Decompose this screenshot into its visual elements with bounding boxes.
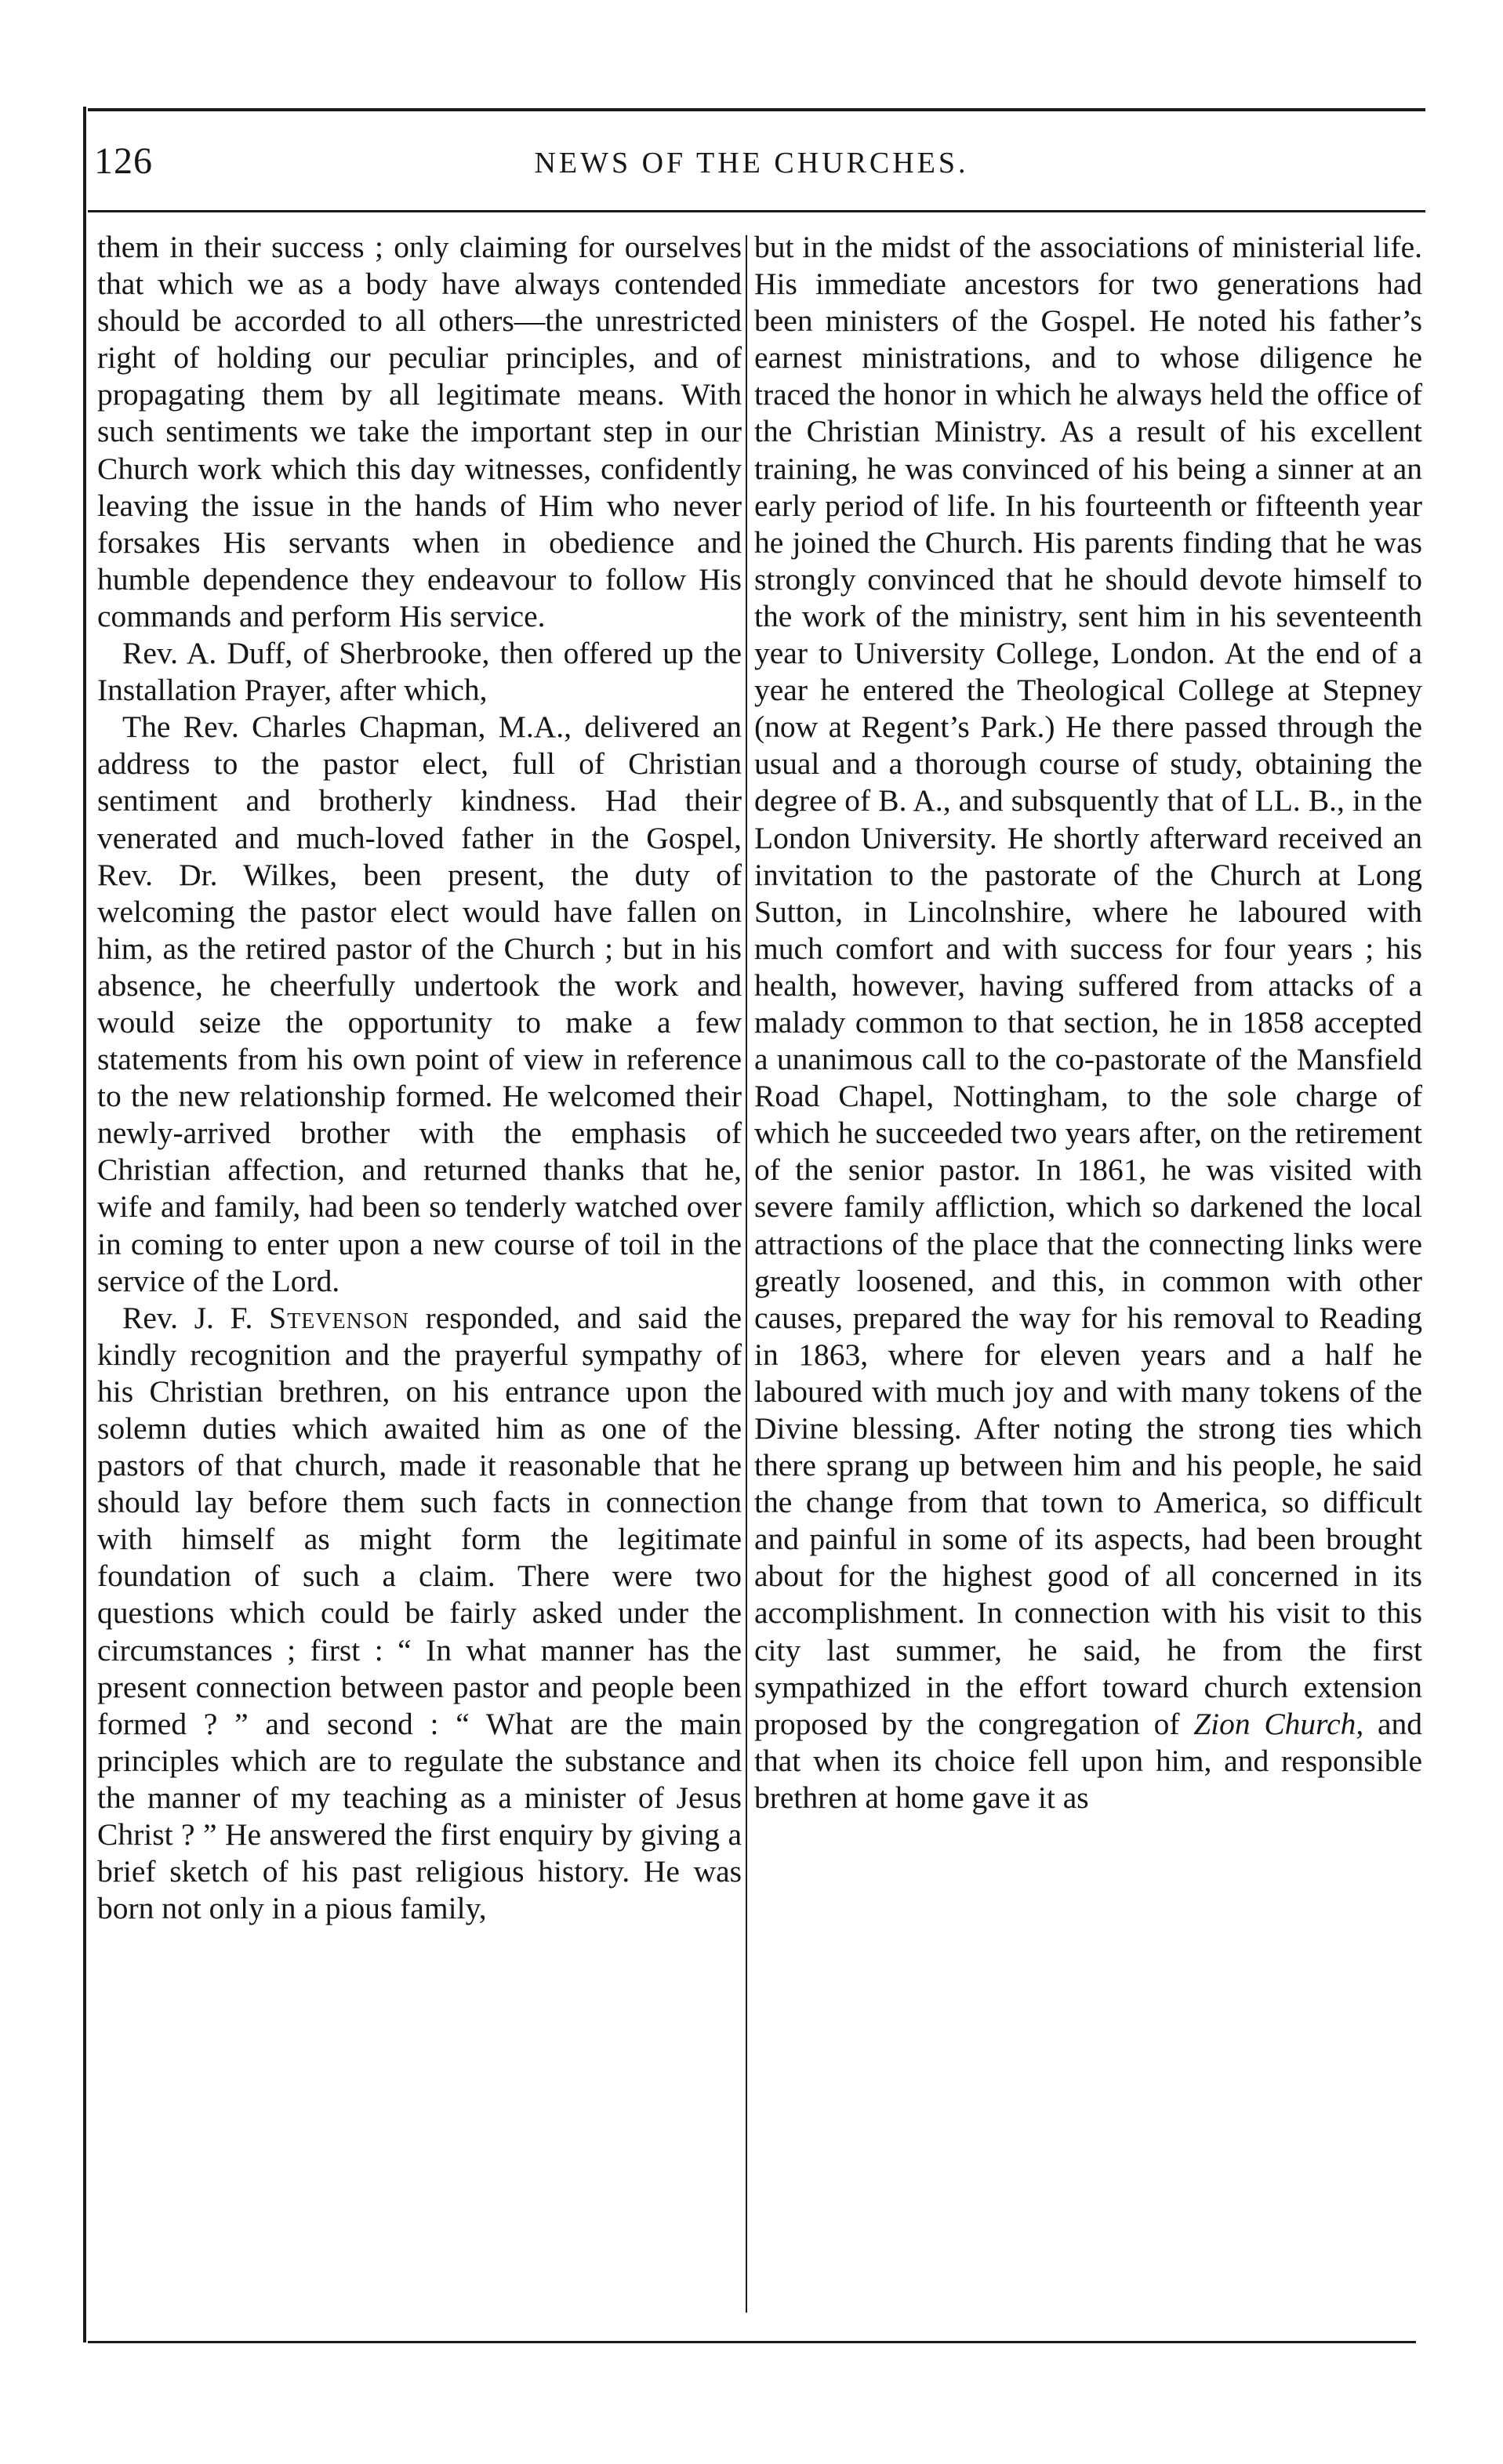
italic-church-name: Zion Church, xyxy=(1193,1706,1364,1741)
right-column xyxy=(754,229,1422,1816)
running-title: NEWS OF THE CHURCHES. xyxy=(534,147,969,180)
paragraph-text: but in the midst of the associations of ministerial life. His immediate ancestors for two generations had been ministers of the Gospel. He noted his father’s earnest ministrations, and to whose diligence he traced the honor in which he always held the office of the Christian Ministry. As a result of his excellent training, he was convinced of his being a sinner at an early period of life. In his fourteenth or fifteenth year he joined the Church. His parents finding that he was strongly convinced that he should devote himself to the work of the ministry, sent him in his seventeenth year to University College, London. At the end of a year he entered the Theological College at Stepney (now at Regent’s Park.) He there passed through the usual and a thorough course of study, obtaining the degree of B. A., and subsquently that of LL. B., in the London University. He shortly afterward received an invitation to the pastorate of the Church at Long Sutton, in Lincolnshire, where he laboured with much comfort and with success for four years ; his health, however, having suffered from attacks of a malady common to that section, he in 1858 accepted a unanimous call to the co-pastorate of the Mansfield Road Chapel, Nottingham, to the sole charge of which he succeeded two years after, on the retirement of the senior pastor. In 1861, he was visited with severe family affliction, which so darkened the local attractions of the place that the connecting links were greatly loosened, and this, in common with other causes, prepared the way for his removal to Reading in 1863, where for eleven years and a half he laboured with much joy and with many tokens of the Divine blessing. After noting the strong ties which there sprang up between him and his people, he said the change from that town to America, so difficult and painful in some of its aspects, had been brought about for the highest good of all concerned in its accomplishment. In connection with his visit to this city last summer, he said, he from the first sympathized in the effort toward church extension proposed by the congregation of xyxy=(754,230,1422,1741)
bottom-rule xyxy=(88,2341,1416,2343)
paragraph: Rev. A. Duff, of Sherbrooke, then offered up the Installation Prayer, after which, xyxy=(97,636,742,708)
head-rule xyxy=(88,210,1425,212)
paragraph: them in their success ; only claiming for ourselves that which we as a body have always contended should be accorded to all others—the unrestricted right of holding our peculiar principles, and of propagating them by all legitimate means. With such sentiments we take the important step in our Church work which this day witnesses, confidently leaving the issue in the hands of Him who never forsakes His servants when in obedience and humble dependence they endeavour to follow His commands and perform His service. xyxy=(97,230,742,633)
paragraph-text: and that when its choice fell upon him, and responsible brethren at home gave it as xyxy=(754,1706,1422,1815)
left-column xyxy=(97,229,742,1927)
paragraph-lead: Rev. J. F. xyxy=(122,1300,270,1335)
column-divider xyxy=(746,235,747,2313)
paragraph xyxy=(97,1300,742,1928)
top-rule xyxy=(88,108,1425,111)
paragraph xyxy=(754,229,1422,1816)
page-number: 126 xyxy=(94,140,153,182)
left-border xyxy=(83,107,86,2342)
paragraph-text: responded, and said the kindly recognition and the prayerful sympathy of his Christian brethren, on his entrance upon the solemn duties which awaited him as one of the pastors of that church, made it reasonable that he should lay before them such facts in connection with himself as might form the legitimate foundation of such a claim. There were two questions which could be fairly asked under the circumstances ; first : “ In what manner has the present connection between pastor and people been formed ? ” and second : “ What are the main principles which are to regulate the substance and the manner of my teaching as a minister of Jesus Christ ? ” He answered the first enquiry by giving a brief sketch of his past religious history. He was born not only in a pious family, xyxy=(97,1300,742,1926)
speaker-name: Stevenson xyxy=(269,1300,409,1335)
paragraph: The Rev. Charles Chapman, M.A., delivered an address to the pastor elect, full of Christian sentiment and brotherly kindness. Had their venerated and much-loved father in the Gospel, Rev. Dr. Wilkes, been present, the duty of welcoming the pastor elect would have fallen on him, as the retired pastor of the Church ; but in his absence, he cheerfully undertook the work and would seize the opportunity to make a few statements from his own point of view in reference to the new relationship formed. He welcomed their newly-arrived brother with the emphasis of Christian affection, and returned thanks that he, wife and family, had been so tenderly watched over in coming to enter upon a new course of toil in the service of the Lord. xyxy=(97,709,742,1298)
